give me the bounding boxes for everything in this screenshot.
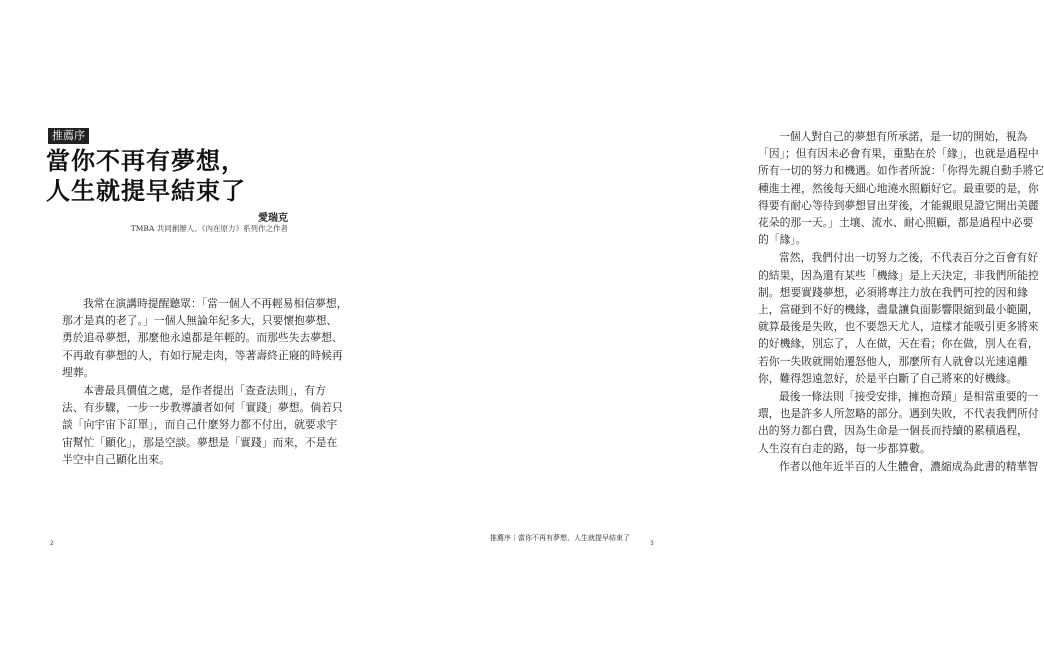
left-body-text: [62, 295, 348, 469]
chapter-title: [46, 146, 336, 206]
text-line: 環，也是許多人所忽略的部分。遇到失敗，不代表我們所付: [758, 407, 1039, 421]
page-number-left: 2: [50, 540, 54, 547]
text-line: 我常在演講時提醒聽眾：「當一個人不再輕易相信夢想，: [83, 297, 348, 310]
text-line: 當然，我們付出一切努力之後，不代表百分之百會有好: [779, 251, 1039, 265]
text-line: 宙幫忙「顯化」，那是空談。夢想是「實踐」而來，不是在: [62, 435, 338, 449]
text-line: 若你一失敗就開始遷怒他人，那麼所有人就會以光速遠離: [758, 354, 1028, 368]
title-line-2: 人生就提早結束了: [46, 176, 246, 205]
text-line: 出的努力都白費，因為生命是一個長而持續的累積過程，: [758, 424, 1028, 438]
paragraph: [758, 388, 1039, 457]
text-line: 的好機緣，別忘了，人在做，天在看；你在做，別人在看，: [758, 337, 1039, 351]
text-line: 本書最具價值之處，是作者提出「查查法則」，有方: [83, 384, 326, 398]
text-line: 你，難得怨遠忽好，於是平白斷了自己將來的好機緣。: [758, 371, 1018, 385]
right-page: [350, 0, 1044, 651]
text-line: 的結果，因為還有某些「機緣」是上天決定，非我們所能控: [758, 268, 1039, 282]
text-line: 人生沒有白走的路，每一步都算數。: [758, 441, 931, 455]
text-line: 最後一條法則「接受安排，擁抱奇蹟」是相當重要的一: [779, 390, 1039, 404]
text-line: 就算最後是失敗，也不要怨天尤人，這樣才能吸引更多將來: [758, 320, 1039, 334]
text-line: 作者以他年近半百的人生體會，濃縮成為此書的精華智: [779, 459, 1039, 473]
text-line: 制。想要實踐夢想，必須將專注力放在我們可控的因和緣: [758, 285, 1028, 299]
text-line: 的「緣」。: [758, 233, 807, 247]
left-page: [0, 0, 350, 651]
text-line: 那才是真的老了。」一個人無論年紀多大，只要懷抱夢想、: [62, 314, 338, 328]
text-line: 種進土裡，然後每天細心地澆水照顧好它。最重要的是，你: [758, 181, 1039, 195]
running-header: 推薦序｜當你不再有夢想，人生就提早結束了: [490, 534, 630, 542]
text-line: 得要有耐心等待到夢想冒出芽後，才能親眼見證它開出美麗: [758, 198, 1039, 212]
section-tag: 推薦序: [48, 128, 89, 144]
author-description: TMBA 共同創辦人、《內在原力》系列作之作者: [130, 224, 288, 233]
text-line: 法、有步驟，一步一步教導讀者如何「實踐」夢想。倘若只: [62, 401, 343, 415]
paragraph: [62, 295, 348, 381]
text-line: 埋葬。: [62, 365, 95, 379]
paragraph: [758, 458, 1039, 475]
author-name: 愛瑞克: [258, 213, 288, 224]
text-line: 勇於追尋夢想，那麼他永遠都是年輕的。而那些失去夢想、: [62, 331, 343, 345]
text-line: 半空中自己顯化出來。: [62, 452, 170, 466]
text-line: 一個人對自己的夢想有所承諾，是一切的開始，視為: [779, 130, 1028, 143]
text-line: 不再敢有夢想的人，有如行屍走肉，等著壽終正寢的時候再: [62, 348, 343, 362]
paragraph: [758, 249, 1039, 387]
title-line-1: 當你不再有夢想，: [46, 146, 246, 175]
paragraph: [758, 128, 1044, 248]
paragraph: [62, 382, 343, 468]
text-line: 談「向宇宙下訂單」，而自己什麼努力都不付出，就要求宇: [62, 418, 338, 432]
right-body-text: [758, 128, 1044, 476]
text-line: 所有一切的努力和機遇。如作者所說：「你得先親自動手將它: [758, 164, 1044, 178]
text-line: 上，當碰到不好的機緣，盡量讓負面影響限縮到最小範圍，: [758, 303, 1039, 317]
page-number-right: 3: [650, 540, 654, 547]
text-line: 「因」；但有因未必會有果，重點在於「緣」，也就是過程中: [758, 147, 1039, 161]
text-line: 花朵的那一天。」土壤、流水、耐心照顧，都是過程中必要: [758, 216, 1034, 230]
